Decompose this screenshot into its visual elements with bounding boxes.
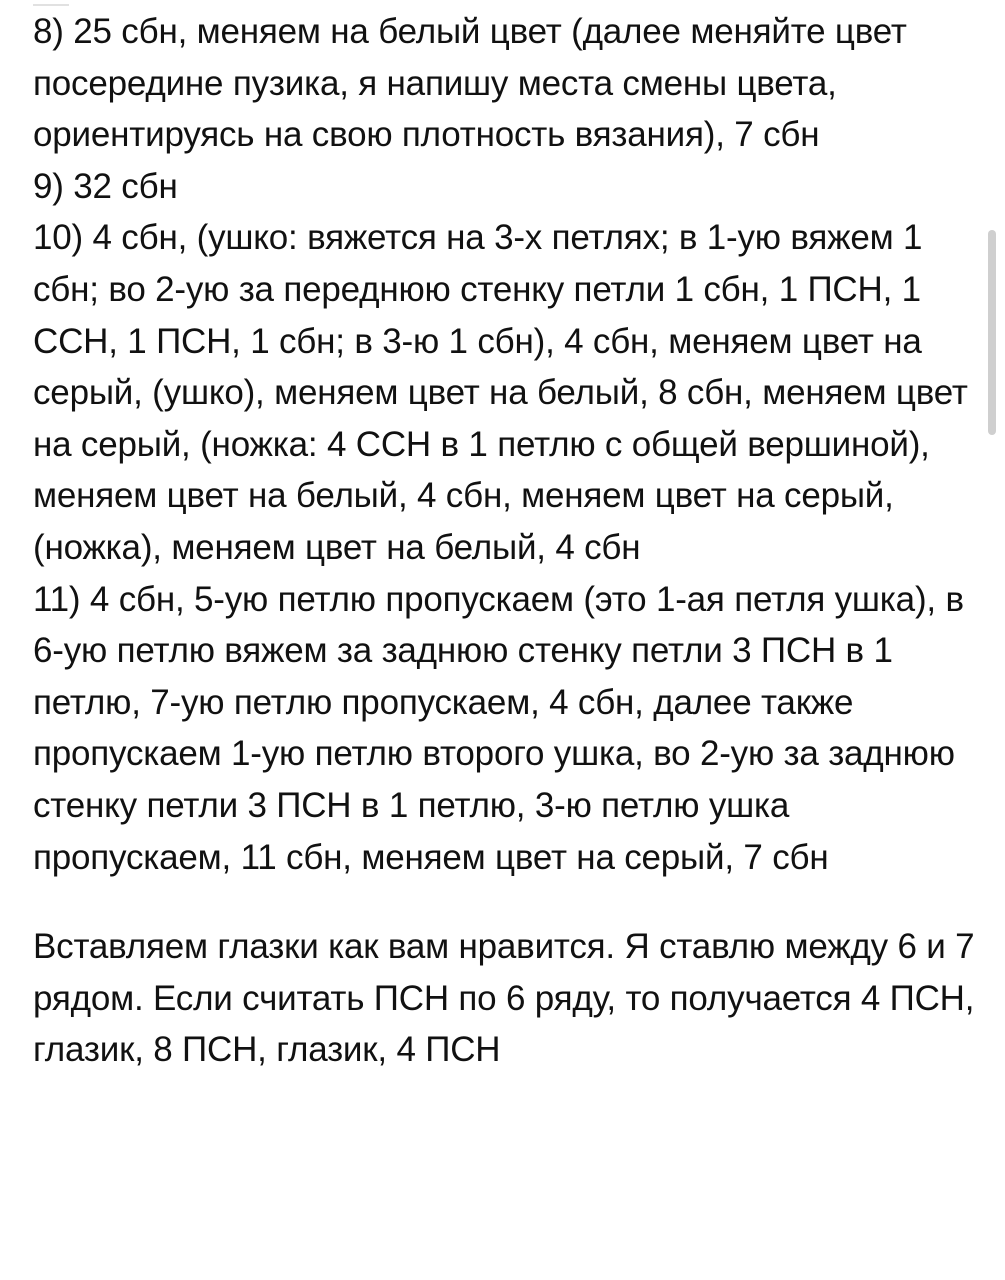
row-10-instruction: 10) 4 сбн, (ушко: вяжется на 3-х петлях; в 1-ую вяжем 1 сбн; во 2-ую за переднюю стенку петли 1 сбн, 1 ПСН, 1 ССН, 1 ПСН, 1 сбн; в 3-ю 1 сбн), 4 сбн, меняем цвет на серый, (ушко), меняем цвет на белый, 8 сбн, меняем цвет на серый, (ножка: 4 ССН в 1 петлю с общей вершиной), меняем цвет на белый, 4 сбн, меняем цвет на серый, (ножка), меняем цвет на белый, 4 сбн: [33, 218, 968, 567]
row-11-instruction: 11) 4 сбн, 5-ую петлю пропускаем (это 1-ая петля ушка), в 6-ую петлю вяжем за заднюю стенку петли 3 ПСН в 1 петлю, 7-ую петлю пропускаем, 4 сбн, далее также пропускаем 1-ую петлю второго ушка, во 2-ую за заднюю стенку петли 3 ПСН в 1 петлю, 3-ю петлю ушка пропускаем, 11 сбн, меняем цвет на серый, 7 сбн: [33, 579, 964, 877]
row-9-instruction: 9) 32 сбн: [33, 166, 178, 206]
vertical-scrollbar[interactable]: [988, 230, 996, 435]
eyes-paragraph: Вставляем глазки как вам нравится. Я ставлю между 6 и 7 рядом. Если считать ПСН по 6 ряду, то получается 4 ПСН, глазик, 8 ПСН, глазик, 4 ПСН: [33, 927, 975, 1070]
paragraph-spacer: [33, 883, 983, 921]
notes-document: [33, 6, 983, 1076]
row-8-instruction: 8) 25 сбн, меняем на белый цвет (далее меняйте цвет посередине пузика, я напишу места смены цвета, ориентируясь на свою плотность вязания), 7 сбн: [33, 12, 907, 155]
